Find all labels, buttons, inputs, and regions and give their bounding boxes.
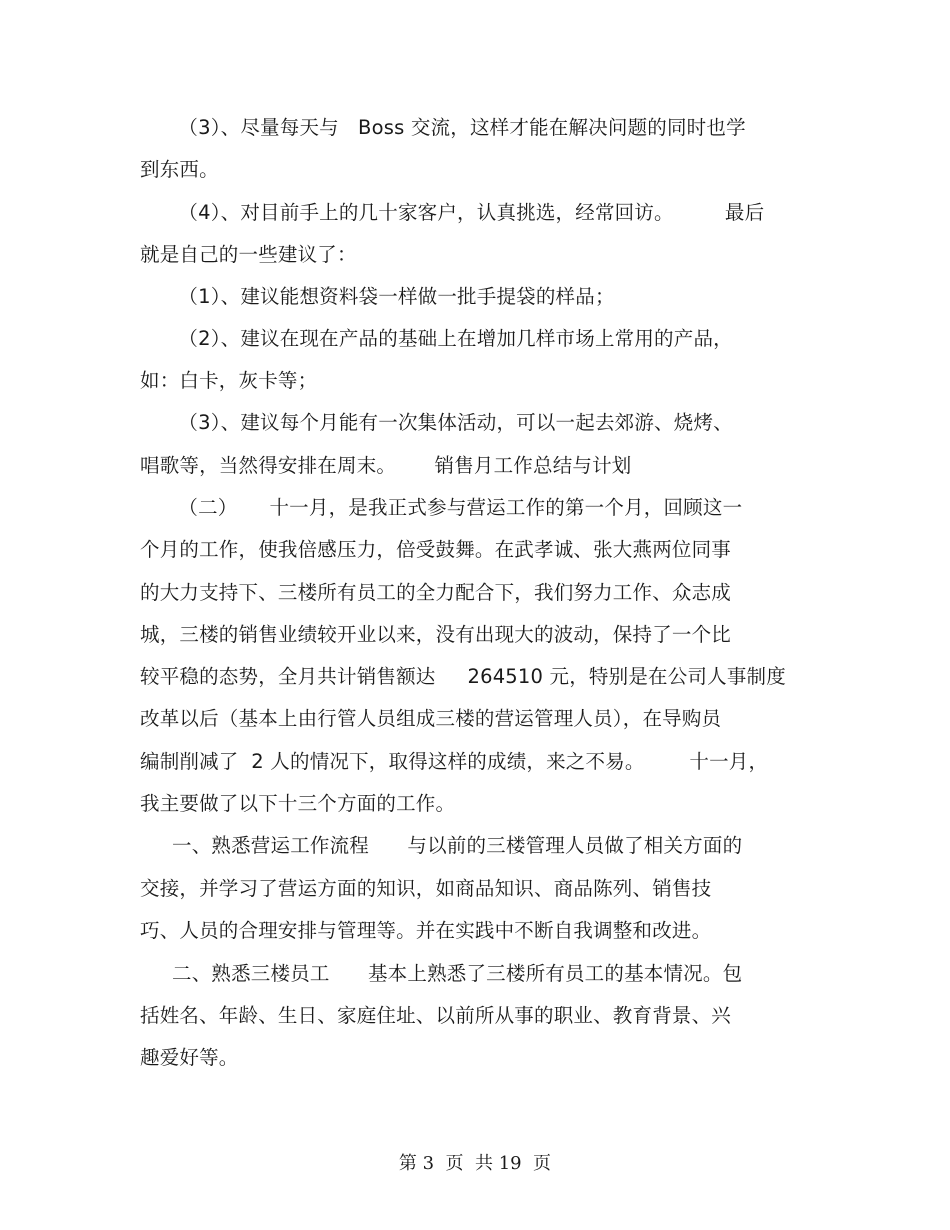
text-line: 二、熟悉三楼员工 基本上熟悉了三楼所有员工的基本情况。包 xyxy=(140,962,743,985)
text-line: 唱歌等，当然得安排在周末。 销售月工作总结与计划 xyxy=(140,454,632,477)
text-line: （4）、对目前手上的几十家客户，认真挑选，经常回访。 最后 xyxy=(140,201,765,224)
text-line: 较平稳的态势，全月共计销售额达 264510 元，特别是在公司人事制度 xyxy=(140,665,786,688)
text-line: （3）、尽量每天与 Boss 交流，这样才能在解决问题的同时也学 xyxy=(140,116,746,139)
text-line: 个月的工作，使我倍感压力，倍受鼓舞。在武孝诚、张大燕两位同事 xyxy=(140,538,732,561)
text-line: 我主要做了以下十三个方面的工作。 xyxy=(140,792,456,815)
text-line: （二） 十一月，是我正式参与营运工作的第一个月，回顾这一 xyxy=(140,496,743,519)
text-line: 城，三楼的销售业绩较开业以来，没有出现大的波动，保持了一个比 xyxy=(140,623,732,646)
text-line: 括姓名、年龄、生日、家庭住址、以前所从事的职业、教育背景、兴 xyxy=(140,1004,732,1027)
page-number-footer: 第 3 页 共 19 页 xyxy=(398,1153,552,1174)
text-line: （1）、建议能想资料袋一样做一批手提袋的样品； xyxy=(140,285,615,308)
text-line: （3）、建议每个月能有一次集体活动，可以一起去郊游、烧烤、 xyxy=(140,411,733,434)
text-line: 到东西。 xyxy=(140,158,219,181)
text-line: 交接，并学习了营运方面的知识，如商品知识、商品陈列、销售技 xyxy=(140,877,712,900)
text-line: 编制削减了 2 人的情况下，取得这样的成绩，来之不易。 十一月， xyxy=(140,750,769,773)
text-line: 的大力支持下、三楼所有员工的全力配合下，我们努力工作、众志成 xyxy=(140,581,732,604)
text-line: （2）、建议在现在产品的基础上在增加几样市场上常用的产品， xyxy=(140,327,733,350)
text-line: 趣爱好等。 xyxy=(140,1046,239,1069)
text-line: 就是自己的一些建议了： xyxy=(140,243,357,266)
text-line: 如：白卡，灰卡等； xyxy=(140,369,318,392)
text-line: 一、熟悉营运工作流程 与以前的三楼管理人员做了相关方面的 xyxy=(140,834,743,857)
text-line: 改革以后（基本上由行管人员组成三楼的营运管理人员），在导购员 xyxy=(140,707,722,730)
text-line: 巧、人员的合理安排与管理等。并在实践中不断自我调整和改进。 xyxy=(140,919,712,942)
